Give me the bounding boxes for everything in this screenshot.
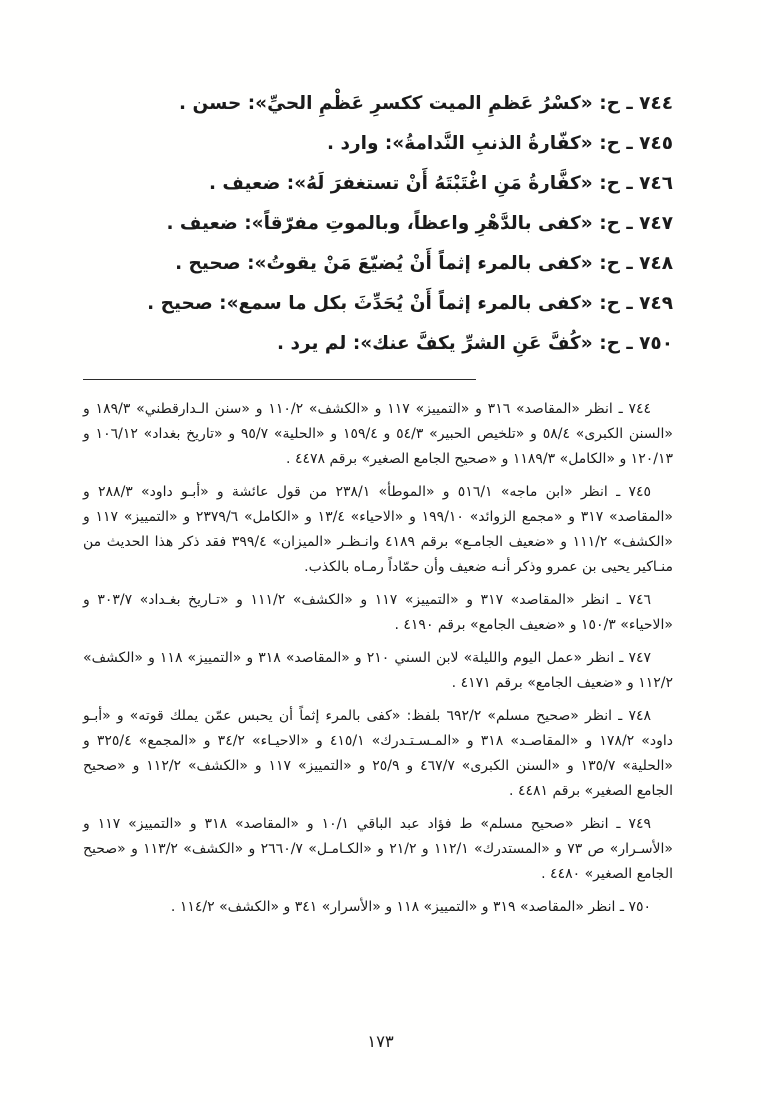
- hadith-grade: لم يرد .: [277, 333, 347, 354]
- hadith-text: «كفَّارةُ مَنِ اغْتَبْتَهُ أَنْ تستغفرَ لَهُ»:: [286, 173, 593, 194]
- page-footer: [0, 1032, 761, 1051]
- hadith-number: ٧٥٠ ـ ح:: [599, 333, 673, 354]
- hadith-entry: [83, 244, 673, 284]
- footnote-number: ٧٤٥ ـ: [616, 484, 651, 500]
- footnote-separator-rule: [83, 379, 476, 380]
- footnote-entry: [83, 704, 673, 804]
- hadith-entry: [83, 204, 673, 244]
- footnote-entry: [83, 812, 673, 887]
- hadith-number: ٧٤٦ ـ ح:: [599, 173, 673, 194]
- footnote-text: انظر «عمل اليوم والليلة» لابن السني ٢١٠ و «المقاصد» ٣١٨ و «التمييز» ١١٨ و «الكشف» ١١٢/٢ و «ضعيف الجامع» برقم ٤١٧١ .: [83, 650, 673, 691]
- footnote-entry: [83, 480, 673, 580]
- footnote-entry: [83, 397, 673, 472]
- hadith-text: «كُفَّ عَنِ الشرِّ يكفَّ عنك»:: [352, 333, 593, 354]
- page-number: ١٧٣: [367, 1032, 394, 1051]
- hadith-text: «كسْرُ عَظمِ الميت ككسرِ عَظْمِ الحيِّ»:: [247, 93, 593, 114]
- hadith-text: «كفى بالمرء إثماً أَنْ يُحَدِّثَ بكل ما سمع»:: [219, 293, 593, 314]
- footnote-text: انظر «المقاصد» ٣١٦ و «التمييز» ١١٧ و «الكشف» ١١٠/٢ و «سنن الـدارقطني» ١٨٩/٣ و «السنن الكبرى» ٥٨/٤ و «تلخيص الحبير» ٥٤/٣ و ١٥٩/٤ و «الحلية» ٩٥/٧ و «تاريخ بغداد» ١٠٦/١٢ و ١٢٠/١٣ و «الكامل» ١١٨٩/٣ و «صحيح الجامع الصغير» برقم ٤٤٧٨ .: [83, 401, 673, 467]
- hadith-number: ٧٤٥ ـ ح:: [599, 133, 673, 154]
- footnote-number: ٧٥٠ ـ: [619, 899, 651, 915]
- footnote-entry: [83, 588, 673, 638]
- hadith-grade: وارد .: [327, 133, 379, 154]
- hadith-text: «كفى بالدَّهْرِ واعظاً، وبالموتِ مفرّقاً»:: [244, 213, 593, 234]
- footnote-number: ٧٤٤ ـ: [618, 401, 652, 417]
- hadith-list: [83, 84, 673, 364]
- hadith-number: ٧٤٤ ـ ح:: [599, 93, 673, 114]
- footnote-text: انظر «صحيح مسلم» ٦٩٢/٢ بلفظ: «كفى بالمرء إثماً أن يحبس عمّن يملك قوته» و «أبـو داود» ١٧٨/٢ و «المقاصـد» ٣١٨ و «المـسـتـدرك» ٤١٥/١ و «الاحيـاء» ٣٤/٢ و «المجمع» ٣٢٥/٤ و «الحلية» ١٣٥/٧ و «السنن الكبرى» ٤٦٧/٧ و ٢٥/٩ و «التمييز» ١١٧ و «الكشف» ١١٢/٢ و «صحيح الجامع الصغير» برقم ٤٤٨١ .: [83, 708, 673, 799]
- footnote-entry: [83, 646, 673, 696]
- hadith-text: «كفّارةُ الذنبِ النَّدامةُ»:: [384, 133, 593, 154]
- hadith-grade: ضعيف .: [208, 173, 281, 194]
- footnote-number: ٧٤٦ ـ: [616, 592, 652, 608]
- footnote-text: انظر «المقاصد» ٣١٩ و «التمييز» ١١٨ و «الأسرار» ٣٤١ و «الكشف» ١١٤/٢ .: [170, 899, 616, 915]
- hadith-grade: ضعيف .: [166, 213, 238, 234]
- hadith-grade: صحيح .: [147, 293, 213, 314]
- hadith-grade: حسن .: [179, 93, 242, 114]
- hadith-entry: [83, 324, 673, 364]
- footnote-entry: [83, 895, 673, 920]
- hadith-grade: صحيح .: [175, 253, 241, 274]
- hadith-number: ٧٤٧ ـ ح:: [599, 213, 673, 234]
- footnote-number: ٧٤٧ ـ: [619, 650, 652, 666]
- hadith-text: «كفى بالمرء إثماً أَنْ يُضيّعَ مَنْ يقوتُ»:: [247, 253, 593, 274]
- footnote-text: انظر «ابن ماجه» ٥١٦/١ و «الموطأ» ٢٣٨/١ من قول عائشة و «أبـو داود» ٢٨٨/٣ و «المقاصد» ٣١٧ و «مجمع الزوائد» ١٩٩/١٠ و «الاحياء» ١٣/٤ و «الكامل» ٢٣٧٩/٦ و «التمييز» ١١٧ و «الكشف» ١١١/٢ و «ضعيف الجامـع» برقم ٤١٨٩ وانـظـر «الميزان» ٣٩٩/٤ فقد ذكر هذا الحديث من منـاكير يحيى بن عمرو وذكر أنـه ضعيف وأن حمّاداً رمـاه بالكذب.: [83, 484, 673, 575]
- footnote-number: ٧٤٩ ـ: [616, 816, 651, 832]
- footnote-text: انظر «المقاصد» ٣١٧ و «التمييز» ١١٧ و «الكشف» ١١١/٢ و «تـاريخ بغـداد» ٣٠٣/٧ و «الاحياء» ١٥٠/٣ و «ضعيف الجامع» برقم ٤١٩٠ .: [83, 592, 673, 633]
- footnote-number: ٧٤٨ ـ: [618, 708, 651, 724]
- hadith-entry: [83, 84, 673, 124]
- hadith-entry: [83, 124, 673, 164]
- footnotes-section: [83, 397, 673, 920]
- page-content: [83, 84, 673, 920]
- hadith-number: ٧٤٨ ـ ح:: [599, 253, 673, 274]
- hadith-number: ٧٤٩ ـ ح:: [599, 293, 673, 314]
- footnote-text: انظر «صحيح مسلم» ط فؤاد عبد الباقي ١٠/١ و «المقاصد» ٣١٨ و «التمييز» ١١٧ و «الأسـرار» ص ٧٣ و «المستدرك» ١١٢/١ و ٢١/٢ و «الكـامـل» ٢٦٦٠/٧ و «الكشف» ١١٣/٢ و «صحيح الجامع الصغير» ٤٤٨٠ .: [83, 816, 673, 882]
- hadith-entry: [83, 284, 673, 324]
- hadith-entry: [83, 164, 673, 204]
